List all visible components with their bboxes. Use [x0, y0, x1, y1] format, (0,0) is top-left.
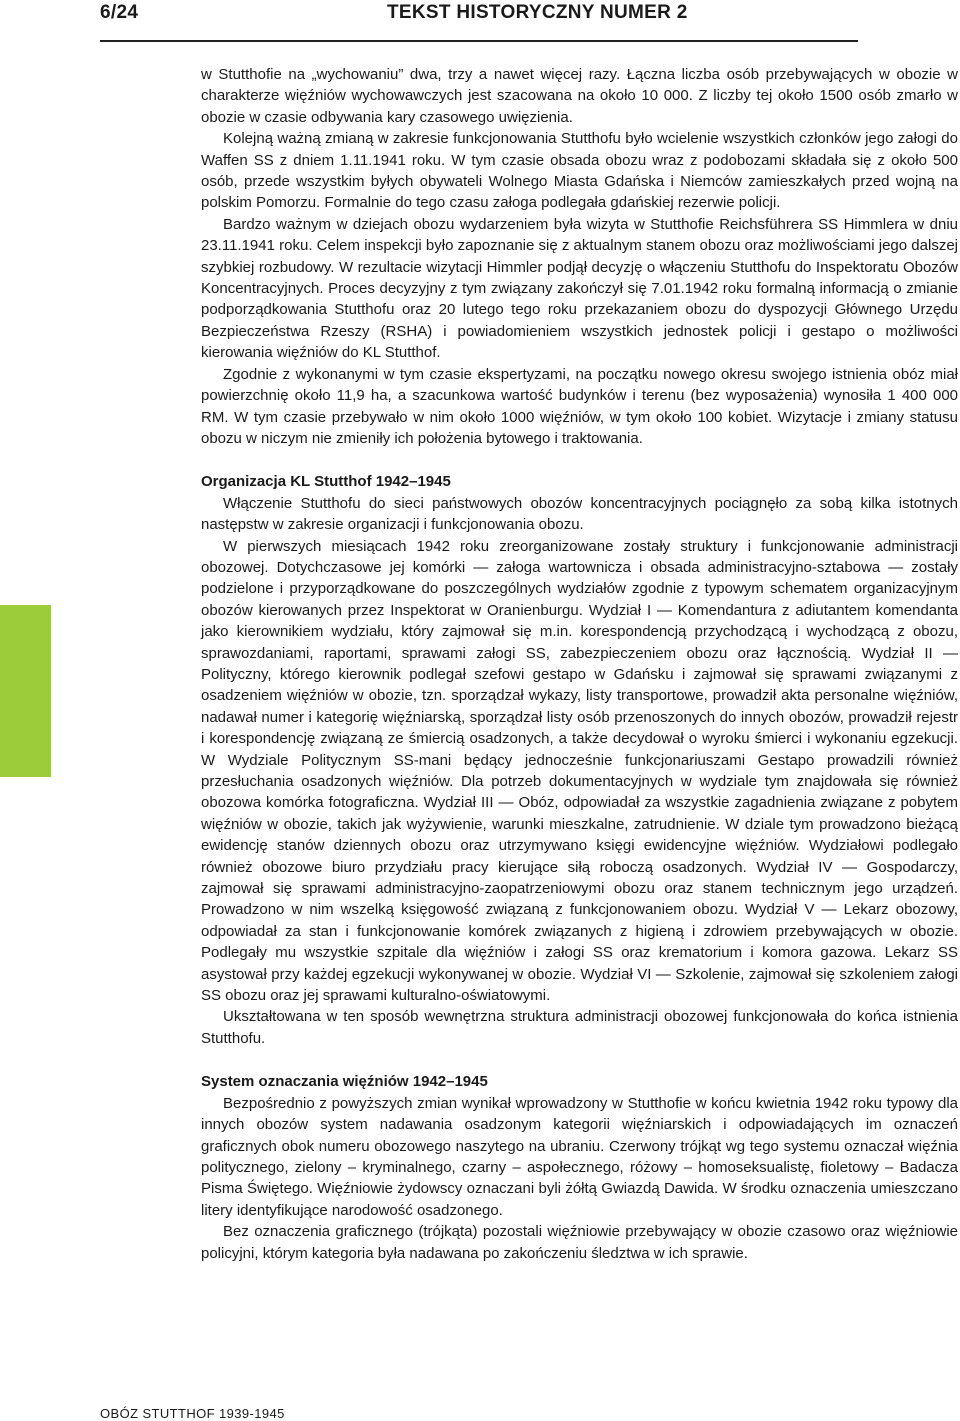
section-heading-marking: System oznaczania więźniów 1942–1945: [201, 1073, 488, 1091]
intro-paragraph-3: Bardzo ważnym w dziejach obozu wydarzeniem była wizyta w Stutthofie Reichsführera SS Himmlera w dniu 23.11.1941 roku. Celem inspekcji było zapoznanie się z aktualnym stanem obozu oraz możliwościami jego dalszej szybkiej rozbudowy. W rezultacie wizytacji Himmler podjął decyzję o włączeniu Stutthofu do Inspektoratu Obozów Koncentracyjnych. Proces decyzyjny z tym związany zakończył się 7.01.1942 roku formalną informacją o zmianie podporządkowania Stutthofu oraz 20 lutego tego roku przekazaniem obozu do dyspozycji Głównego Urzędu Bezpieczeństwa Rzeszy (RSHA) i powiadomieniem wszystkich jednostek policji i gestapo o możliwości kierowania więźniów do KL Stutthof.: [201, 215, 958, 362]
section-heading-organization: Organizacja KL Stutthof 1942–1945: [201, 473, 451, 491]
article-body: [201, 64, 958, 1264]
accent-bar: [0, 605, 51, 777]
organization-paragraph-2: W pierwszych miesiącach 1942 roku zreorganizowane zostały struktury i funkcjonowanie administracji obozowej. Dotychczasowe jej komórki — załoga wartownicza i obsada administracyjno-sztabowa — zostały podzielone i przyporządkowane do poszczególnych wydziałów zgodnie z typowym schematem organizacyjnym obozów kierowanych przez Inspektorat w Oranienburgu. Wydział I — Komendantura z adiutantem komendanta jako kierownikiem wydziału, który zajmował się m.in. korespondencją przychodzącą i wychodzącą z obozu, sprawozdaniami, raportami, sprawami załogi SS, zabezpieczeniem obozu oraz łącznością. Wydział II — Polityczny, którego kierownik podlegał szefowi gestapo w Gdańsku i zajmował się sprawami związanymi z osadzeniem więźniów w obozie, tzn. sporządzał wykazy, listy transportowe, prowadził akta personalne więźniów, nadawał numer i kategorię więźniarską, sporządzał listy osób przenoszonych do innych obozów, prowadził rejestr i korespondencję związaną ze śmiercią osadzonych, a także decydował o wyroku śmierci i wykonaniu egzekucji. W Wydziale Politycznym SS-mani będący jednocześnie funkcjonariuszami Gestapo prowadzili również przesłuchania osadzonych więźniów. Dla potrzeb dokumentacyjnych w wydziale tym znajdowała się również obozowa komórka fotograficzna. Wydział III — Obóz, odpowiadał za wszystkie zagadnienia związane z pobytem więźniów w obozie, takich jak wyżywienie, warunki mieszkalne, zatrudnienie. W dziale tym prowadzono bieżącą ewidencję stanów dziennych obozu oraz utrzymywano księgi ewidencyjne więźniów. Wydziałowi podlegało również obozowe biuro przydziału pracy kierujące siłą roboczą osadzonych. Wydział IV — Gospodarczy, zajmował się sprawami administracyjno-zaopatrzeniowymi obozu oraz stanem technicznym jego urządzeń. Prowadzono w nim wszelką księgowość związaną z funkcjonowaniem obozu. Wydział V — Lekarz obozowy, odpowiadał za stan i funkcjonowanie komórek związanych z higieną i zdrowiem przebywających w obozie. Podlegały mu wszystkie szpitale dla więźniów i załogi SS oraz krematorium i komora gazowa. Lekarz SS asystował przy każdej egzekucji wykonywanej w obozie. Wydział VI — Szkolenie, zajmował się szkoleniem załogi SS obozu oraz jej sprawami kulturalno-oświatowymi.: [201, 537, 958, 1005]
section-spacer: [201, 1049, 958, 1071]
marking-paragraph-2: Bez oznaczenia graficznego (trójkąta) pozostali więźniowie przebywający w obozie czasowo oraz więźniowie policyjni, którym kategoria była nadawana po zakończeniu śledztwa w ich sprawie.: [201, 1223, 958, 1262]
intro-paragraph-2: Kolejną ważną zmianą w zakresie funkcjonowania Stutthofu było wcielenie wszystkich członków jego załogi do Waffen SS z dniem 1.11.1941 roku. W tym czasie obsada obozu wraz z podobozami składała się z około 500 osób, przede wszystkim byłych obywateli Wolnego Miasta Gdańska i Niemców zamieszkałych przed wojną na polskim Pomorzu. Formalnie do tego czasu załoga podlegała gdańskiej rezerwie policji.: [201, 130, 958, 212]
intro-paragraph-1: w Stutthofie na „wychowaniu” dwa, trzy a nawet więcej razy. Łączna liczba osób przebywających w obozie w charakterze więźniów wychowawczych jest szacowana na około 10 000. Z liczby tej około 1500 osób zmarło w obozie w czasie odbywania kary czasowego uwięzienia.: [201, 66, 958, 126]
page-footer: OBÓZ STUTTHOF 1939-1945: [100, 1406, 285, 1421]
page-header: [100, 0, 858, 42]
organization-paragraph-1: Włączenie Stutthofu do sieci państwowych obozów koncentracyjnych pociągnęło za sobą kilka istotnych następstw w zakresie organizacji i funkcjonowania obozu.: [201, 494, 958, 534]
organization-paragraph-3: Ukształtowana w ten sposób wewnętrzna struktura administracji obozowej funkcjonowała do końca istnienia Stutthofu.: [201, 1008, 958, 1047]
page-number: 6/24: [100, 2, 139, 23]
section-spacer: [201, 449, 958, 471]
marking-paragraph-1: Bezpośrednio z powyższych zmian wynikał wprowadzony w Stutthofie w końcu kwietnia 1942 roku typowy dla innych obozów system nadawania osadzonym kategorii więźniarskich i odpowiadających im oznaczeń graficznych obok numeru obozowego naszytego na ubraniu. Czerwony trójkąt wg tego systemu oznaczał więźnia politycznego, zielony – kryminalnego, czarny – aspołecznego, różowy – homoseksualistę, fioletowy – Badacza Pisma Świętego. Więźniowie żydowscy oznaczani byli żółtą Gwiazdą Dawida. W środku oznaczenia umieszczano litery identyfikujące narodowość osadzonego.: [201, 1094, 958, 1219]
publication-title: TEKST HISTORYCZNY NUMER 2: [387, 2, 688, 23]
intro-paragraph-4: Zgodnie z wykonanymi w tym czasie ekspertyzami, na początku nowego okresu swojego istnienia obóz miał powierzchnię około 11,9 ha, a szacunkowa wartość budynków i terenu (bez wyposażenia) wynosiła 1 400 000 RM. W tym czasie przebywało w nim około 1000 więźniów, w tym około 100 kobiet. Wizytacje i zmiany statusu obozu w niczym nie zmieniły ich położenia bytowego i traktowania.: [201, 365, 958, 447]
